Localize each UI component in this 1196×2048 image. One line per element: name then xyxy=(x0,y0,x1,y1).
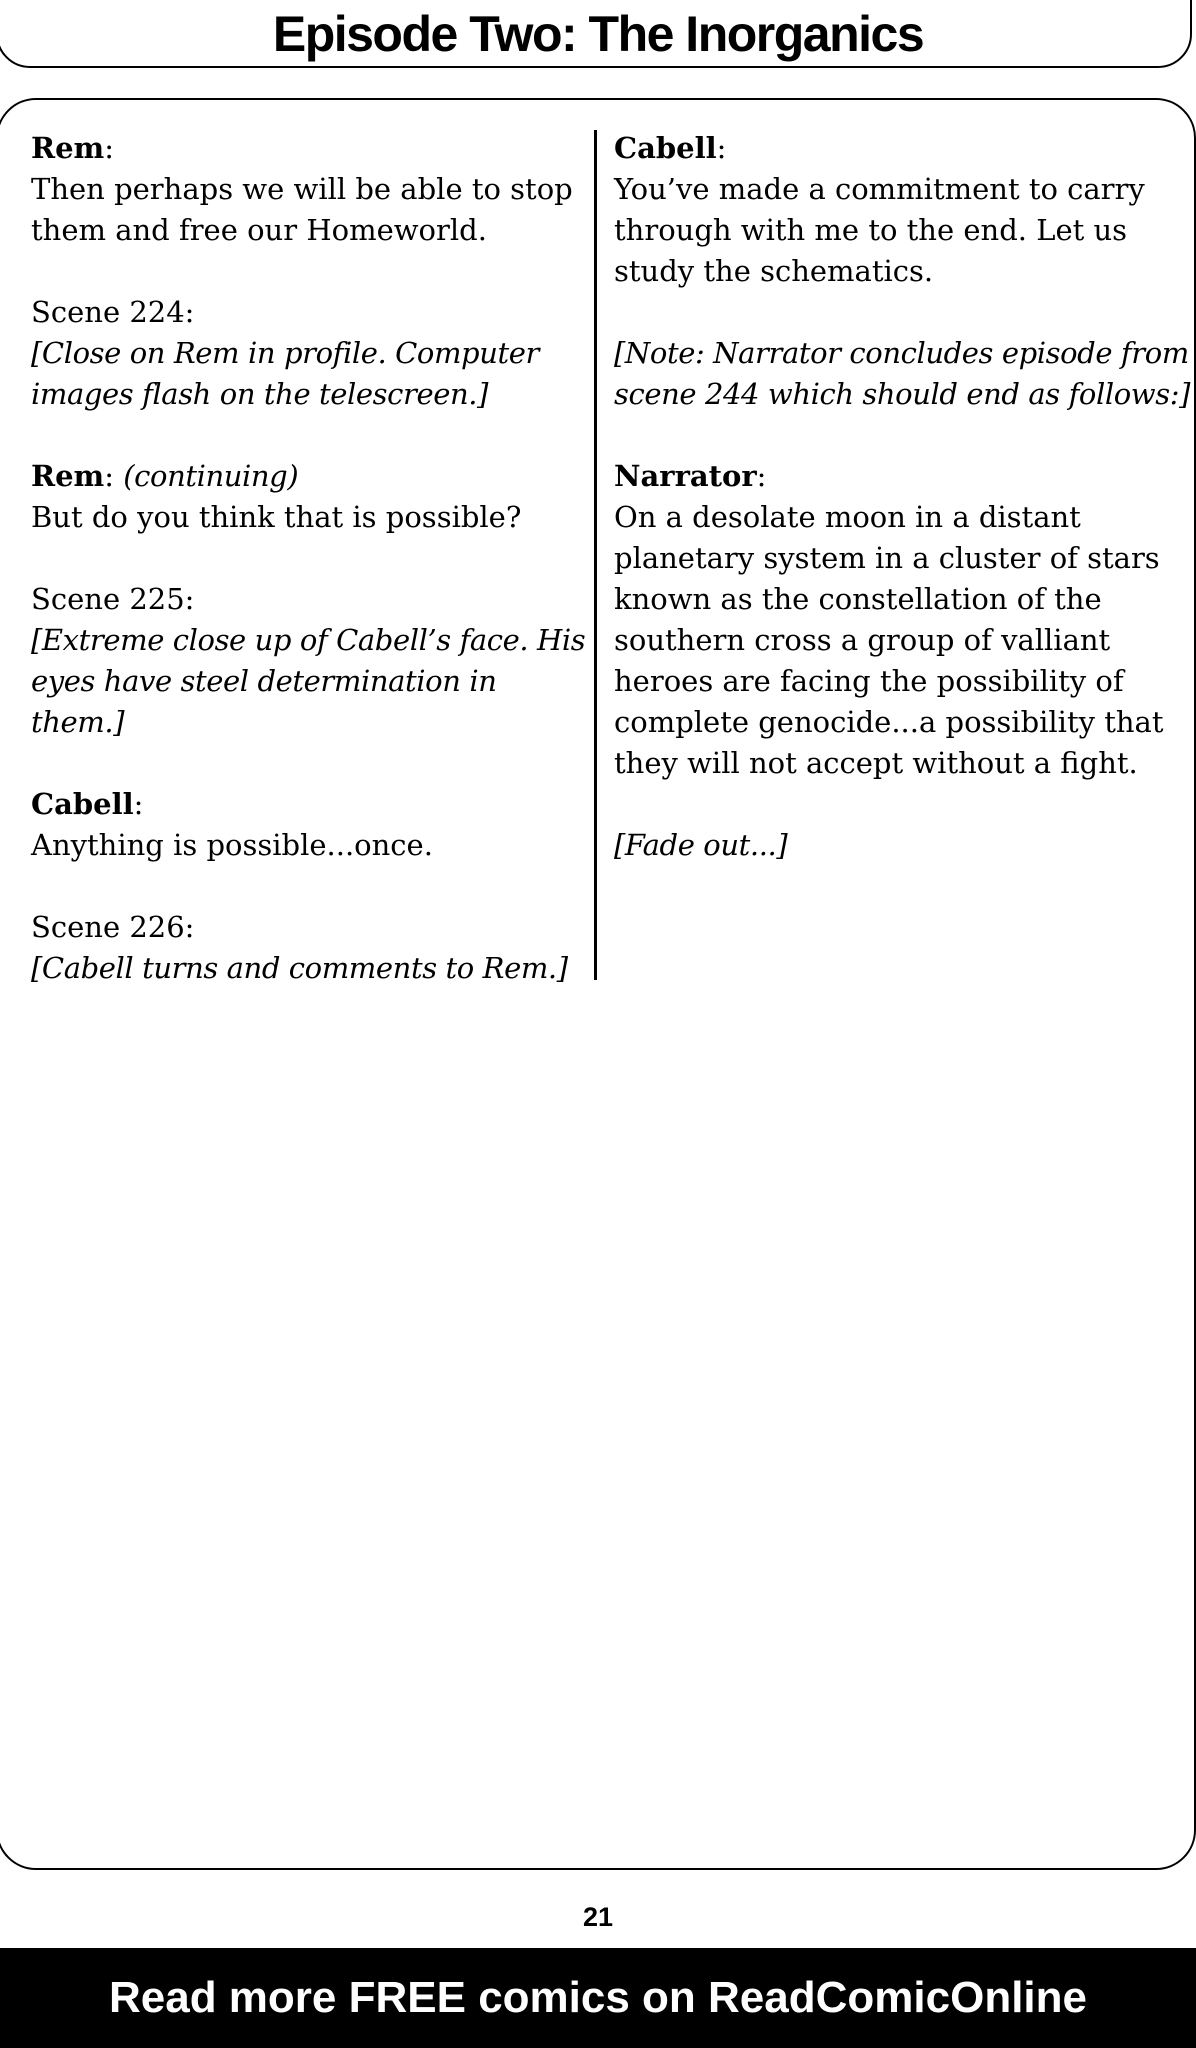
promo-banner[interactable]: Read more FREE comics on ReadComicOnline xyxy=(0,1948,1196,2048)
scene-block xyxy=(31,579,586,743)
dialogue-block xyxy=(614,128,1194,292)
scene-heading: Scene 226: xyxy=(31,910,195,944)
speaker-colon: : xyxy=(104,459,124,493)
stage-direction: [Close on Rem in profile. Computer images flash on the telescreen.] xyxy=(31,336,539,411)
right-column xyxy=(614,128,1194,907)
narration-text: On a desolate moon in a distant planetary system in a cluster of stars known as the constellation of the southern cross a group of valliant heroes are facing the possibility of complete genocide...a possibility that they will not accept without a fight. xyxy=(614,500,1164,780)
scene-heading: Scene 224: xyxy=(31,295,195,329)
speaker-colon: : xyxy=(133,787,144,821)
speaker-name: Cabell xyxy=(31,787,134,821)
dialogue-text: Anything is possible...once. xyxy=(31,828,433,862)
stage-direction: [Fade out...] xyxy=(614,828,788,862)
left-column xyxy=(31,128,586,1030)
page-title: Episode Two: The Inorganics xyxy=(272,6,924,62)
note-block xyxy=(614,333,1194,415)
stage-direction: [Cabell turns and comments to Rem.] xyxy=(31,951,568,985)
dialogue-text: Then perhaps we will be able to stop them and free our Homeworld. xyxy=(31,172,573,247)
speaker-name: Rem xyxy=(31,131,105,165)
scene-block xyxy=(31,292,586,415)
scene-heading: Scene 225: xyxy=(31,582,195,616)
dialogue-block xyxy=(31,784,586,866)
dialogue-text: But do you think that is possible? xyxy=(31,500,522,534)
dialogue-block xyxy=(614,456,1194,784)
page-number: 21 xyxy=(582,1902,614,1932)
dialogue-block xyxy=(31,128,586,251)
speaker-name: Narrator xyxy=(614,459,757,493)
speaker-name: Cabell xyxy=(614,131,717,165)
speaker-colon: : xyxy=(104,131,115,165)
speaker-name: Rem xyxy=(31,459,105,493)
column-divider xyxy=(594,130,597,980)
note-block xyxy=(614,825,1194,866)
speaker-colon: : xyxy=(756,459,767,493)
speaker-note: (continuing) xyxy=(123,459,299,493)
stage-direction: [Note: Narrator concludes episode from scene 244 which should end as follows:] xyxy=(614,336,1190,411)
stage-direction: [Extreme close up of Cabell’s face. His eyes have steel determination in them.] xyxy=(31,623,586,739)
dialogue-block xyxy=(31,456,586,538)
speaker-colon: : xyxy=(716,131,727,165)
scene-block xyxy=(31,907,586,989)
dialogue-text: You’ve made a commitment to carry through with me to the end. Let us study the schematics. xyxy=(614,172,1145,288)
